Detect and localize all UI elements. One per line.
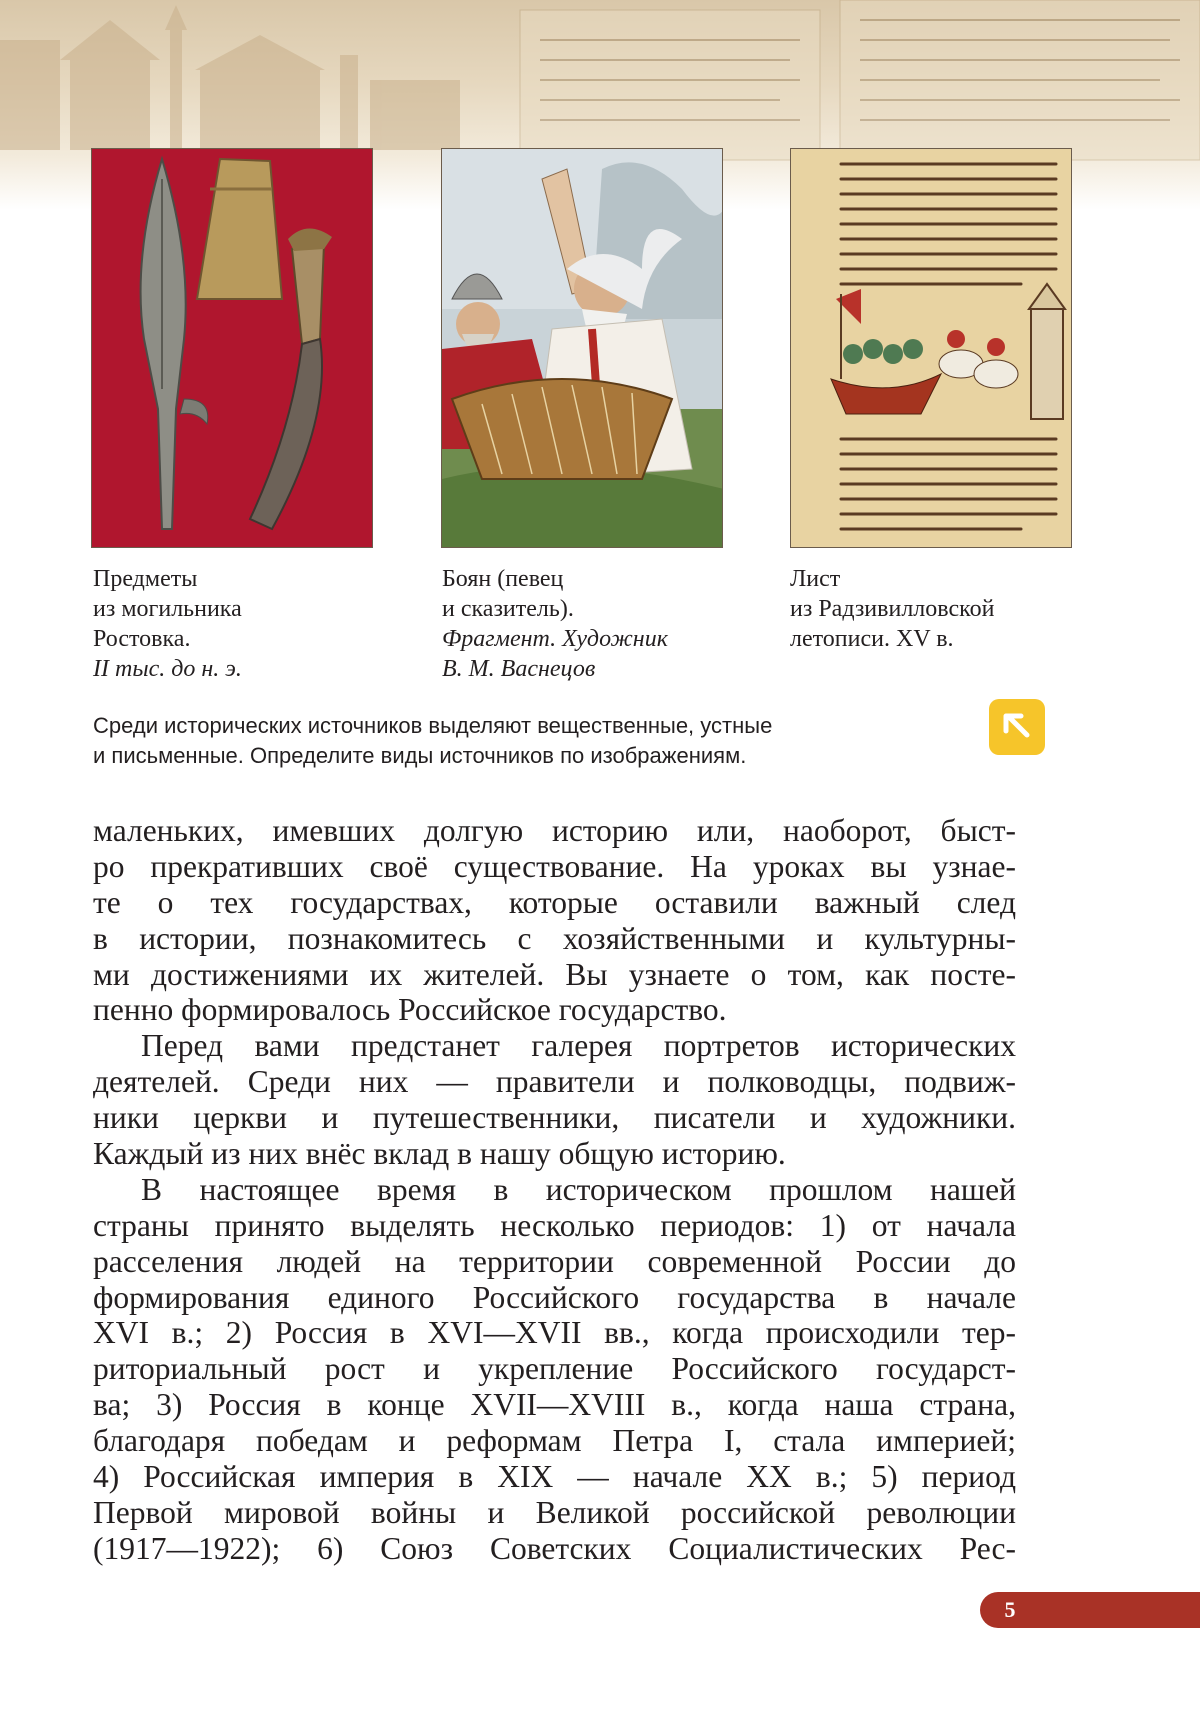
caption-line: Боян (певец bbox=[442, 566, 564, 592]
caption-line: летописи. XV в. bbox=[790, 626, 954, 652]
task-line: и письменные. Определите виды источников по изображениям. bbox=[93, 743, 747, 768]
text-line: деятелей. Среди них — правители и полководцы, подвиж- bbox=[93, 1064, 1016, 1100]
text-line: риториальный рост и укрепление Российского государст- bbox=[93, 1351, 1016, 1387]
text-line: формирования единого Российского государства в начале bbox=[93, 1279, 1016, 1315]
task-line: Среди исторических источников выделяют вещественные, устные bbox=[93, 713, 773, 738]
text-line: В настоящее время в историческом прошлом нашей bbox=[141, 1171, 1016, 1207]
caption-line: из могильника bbox=[93, 596, 242, 622]
caption-line: Предметы bbox=[93, 566, 198, 592]
text-line: страны принято выделять несколько периодов: 1) от начала bbox=[93, 1207, 1016, 1243]
boyan-painting bbox=[441, 148, 723, 548]
text-line: те о тех государствах, которые оставили важный след bbox=[93, 884, 1016, 920]
text-line: 4) Российская империя в XIX — начале XX в.; 5) период bbox=[93, 1459, 1016, 1495]
caption-line: и сказитель). bbox=[442, 596, 574, 622]
text-line: благодаря победам и реформам Петра I, стала империей; bbox=[93, 1423, 1016, 1459]
text-line: ва; 3) Россия в конце XVII—XVIII в., когда наша страна, bbox=[93, 1387, 1016, 1423]
caption-line: Ростовка. bbox=[93, 626, 191, 652]
radziwill-chronicle-page bbox=[790, 148, 1072, 548]
caption-artist: Фрагмент. Художник bbox=[442, 626, 668, 652]
caption-line: из Радзивилловской bbox=[790, 596, 995, 622]
page-number: 5 bbox=[1004, 1597, 1016, 1622]
artifacts-photo bbox=[91, 148, 373, 548]
text-line: Первой мировой войны и Великой российской революции bbox=[93, 1494, 1016, 1530]
caption-boyan bbox=[442, 564, 742, 684]
text-line: в истории, познакомитесь с хозяйственными и культурны- bbox=[93, 920, 1016, 956]
text-line: маленьких, имевших долгую историю или, наоборот, быст- bbox=[93, 813, 1016, 848]
caption-chronicle bbox=[790, 564, 1090, 654]
text-line: ми достижениями их жителей. Вы узнаете о том, как посте- bbox=[93, 956, 1016, 992]
caption-artist-name: В. М. Васнецов bbox=[442, 656, 596, 682]
caption-date: II тыс. до н. э. bbox=[93, 656, 242, 682]
arrow-up-left-icon bbox=[989, 699, 1045, 755]
text-line: Каждый из них внёс вклад в нашу общую историю. bbox=[93, 1136, 786, 1172]
text-line: ро прекративших своё существование. На уроках вы узнае- bbox=[93, 848, 1016, 884]
task-question bbox=[93, 711, 953, 771]
caption-line: Лист bbox=[790, 566, 841, 592]
text-line: XVI в.; 2) Россия в XVI—XVII вв., когда происходили тер- bbox=[93, 1315, 1016, 1351]
text-line: расселения людей на территории современной России до bbox=[93, 1243, 1016, 1279]
text-line: (1917—1922); 6) Союз Советских Социалистических Рес- bbox=[93, 1530, 1016, 1566]
text-line: Перед вами предстанет галерея портретов исторических bbox=[141, 1028, 1016, 1064]
caption-artifacts bbox=[93, 564, 393, 684]
main-text bbox=[93, 813, 1016, 1567]
text-line: пенно формировалось Российское государство. bbox=[93, 992, 727, 1028]
text-line: ники церкви и путешественники, писатели и художники. bbox=[93, 1100, 1016, 1136]
